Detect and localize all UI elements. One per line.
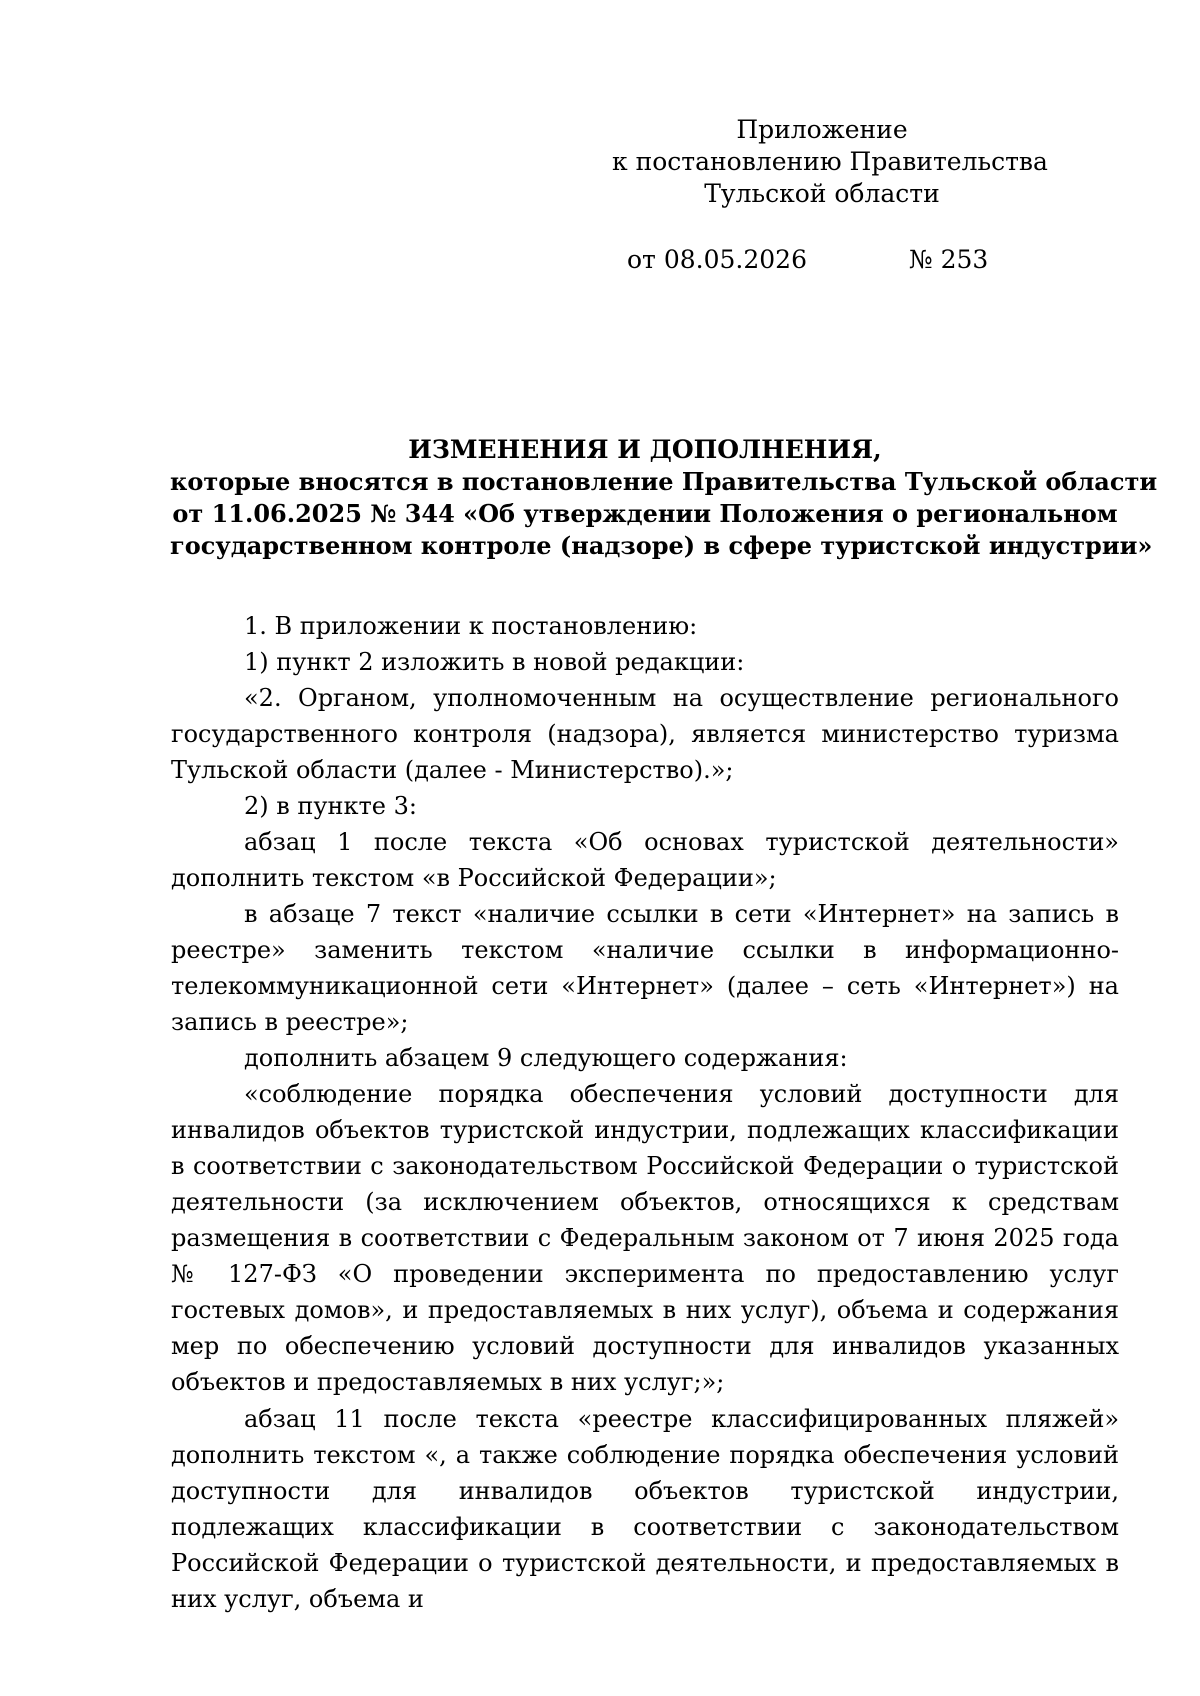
title-line-2: которые вносятся в постановление Правительства Тульской области [170, 467, 1158, 496]
paragraph: 2) в пункте 3: [244, 792, 417, 820]
paragraph: «2. Органом, уполномоченным на осуществление регионального государственного контроля (надзора), является министерство туризма Тульской области (далее - Министерство).»; [171, 684, 1119, 784]
resolution-number: № 253 [909, 245, 989, 274]
resolution-date: от 08.05.2026 [627, 245, 807, 274]
paragraph: в абзаце 7 текст «наличие ссылки в сети «Интернет» на запись в реестре» заменить текстом «наличие ссылки в информационно-телекоммуникационной сети «Интернет» (далее – сеть «Интернет») на запись в реестре»; [171, 900, 1119, 1036]
title-line-4: государственном контроле (надзоре) в сфере туристской индустрии» [170, 531, 1153, 560]
appendix-line-3: Тульской области [704, 179, 940, 208]
title-line-3: от 11.06.2025 № 344 «Об утверждении Положения о региональном [172, 499, 1118, 528]
paragraph: 1. В приложении к постановлению: [244, 612, 698, 640]
appendix-line-2: к постановлению Правительства [612, 147, 1048, 176]
title-main: ИЗМЕНЕНИЯ И ДОПОЛНЕНИЯ, [408, 435, 882, 464]
paragraph: дополнить абзацем 9 следующего содержания: [244, 1044, 848, 1072]
paragraph: абзац 11 после текста «реестре классифицированных пляжей» дополнить текстом «, а также соблюдение порядка обеспечения условий доступности для инвалидов объектов туристской индустрии, подлежащих классификации в соответствии с законодательством Российской Федерации о туристской деятельности, и предоставляемых в них услуг, объема и [171, 1405, 1119, 1613]
paragraph: «соблюдение порядка обеспечения условий доступности для инвалидов объектов туристской индустрии, подлежащих классификации в соответствии с законодательством Российской Федерации о туристской деятельности (за исключением объектов, относящихся к средствам размещения в соответствии с Федеральным законом от 7 июня 2025 года № 127-ФЗ «О проведении эксперимента по предоставлению услуг гостевых домов», и предоставляемых в них услуг), объема и содержания мер по обеспечению условий доступности для инвалидов указанных объектов и предоставляемых в них услуг;»; [171, 1080, 1119, 1396]
document-body [171, 608, 1119, 1617]
paragraph: 1) пункт 2 изложить в новой редакции: [244, 648, 745, 676]
document-title [170, 434, 1158, 562]
paragraph: абзац 1 после текста «Об основах туристской деятельности» дополнить текстом «в Российской Федерации»; [171, 828, 1119, 892]
appendix-header [612, 114, 1048, 210]
appendix-line-1: Приложение [736, 115, 908, 144]
